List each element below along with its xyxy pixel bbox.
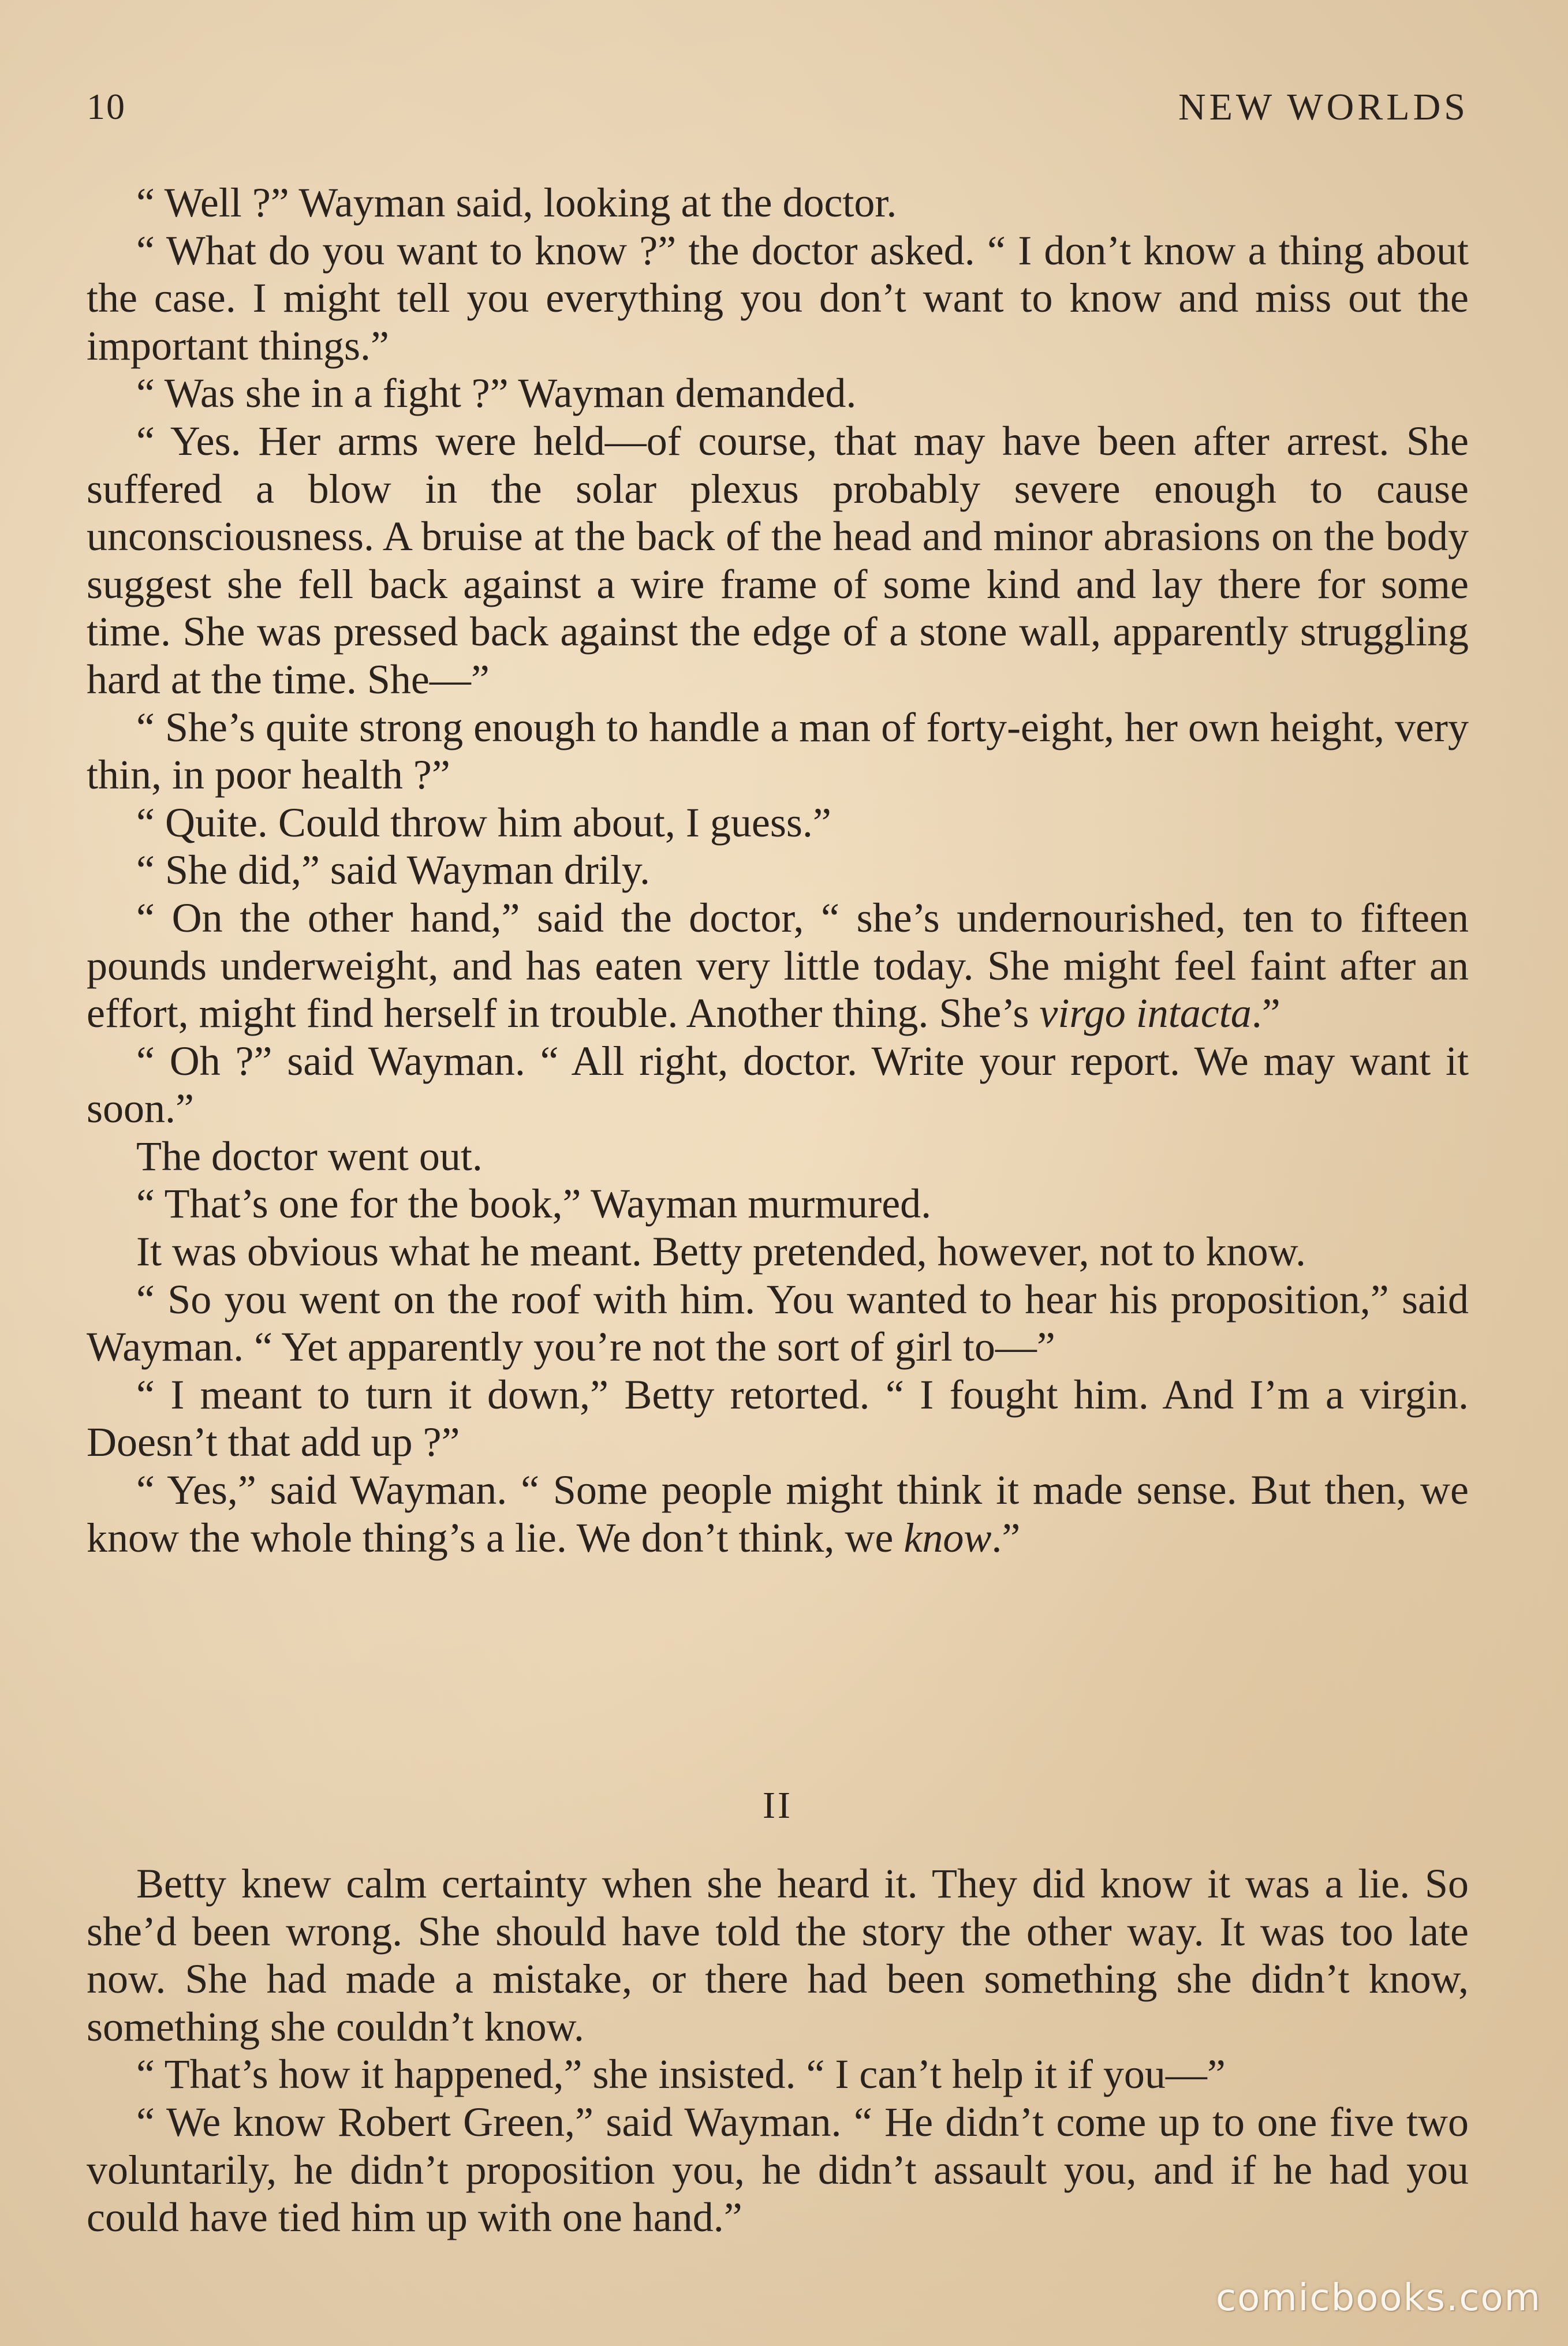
italic-phrase: virgo intacta xyxy=(1039,990,1252,1037)
paragraph: “ That’s one for the book,” Wayman murmured. xyxy=(136,1181,932,1227)
paragraph: “ She did,” said Wayman drily. xyxy=(136,847,651,894)
paragraph: “ Well ?” Wayman said, looking at the doctor. xyxy=(136,180,897,226)
paragraph: “ Was she in a fight ?” Wayman demanded. xyxy=(136,370,857,417)
paragraph xyxy=(87,894,1469,1037)
paragraph: It was obvious what he meant. Betty pretended, however, not to know. xyxy=(136,1228,1306,1275)
paragraph: “ Oh ?” said Wayman. “ All right, doctor. Write your report. We may want it soon.” xyxy=(87,1037,1469,1132)
paragraph: “ We know Robert Green,” said Wayman. “ He didn’t come up to one five two voluntarily, he didn’t proposition you, he didn’t assault you, and if he had you could have tied him up with one hand.” xyxy=(87,2098,1469,2241)
paragraph-text: “ Yes,” said Wayman. “ Some people might think it made sense. But then, we know the whole thing’s a lie. We don’t think, we xyxy=(87,1467,1469,1561)
paragraph: “ That’s how it happened,” she insisted. “ I can’t help it if you—” xyxy=(136,2051,1226,2098)
paragraph-text: .” xyxy=(991,1514,1021,1561)
paragraph: “ So you went on the roof with him. You wanted to hear his proposition,” said Wayman. “ Yet apparently you’re not the sort of girl to—” xyxy=(87,1276,1469,1370)
paragraph: “ Yes. Her arms were held—of course, that may have been after arrest. She suffered a blow in the solar plexus probably severe enough to cause unconsciousness. A bruise at the back of the head and minor abrasions on the body suggest she fell back against a wire frame of some kind and lay there for some time. She was pressed back against the edge of a stone wall, apparently struggling hard at the time. She—” xyxy=(87,417,1469,703)
paragraph: “ I meant to turn it down,” Betty retorted. “ I fought him. And I’m a virgin. Doesn’t that add up ?” xyxy=(87,1371,1469,1466)
paragraph: “ What do you want to know ?” the doctor asked. “ I don’t know a thing about the case. I might tell you everything you don’t want to know and miss out the important things.” xyxy=(87,227,1469,369)
page-number: 10 xyxy=(87,86,126,127)
section-body-text xyxy=(87,1860,1469,2242)
paragraph: “ She’s quite strong enough to handle a man of forty-eight, her own height, very thin, in poor health ?” xyxy=(87,704,1469,798)
paragraph-text: “ On the other hand,” said the doctor, “ she’s undernourished, ten to fifteen pounds underweight, and has eaten very little today. She might feel faint after an effort, might find herself in trouble. Another thing. She’s xyxy=(87,894,1469,1037)
italic-word: know xyxy=(904,1514,992,1561)
watermark: comicbooks.com xyxy=(1215,2277,1541,2319)
paragraph xyxy=(87,1466,1469,1561)
paragraph: “ Quite. Could throw him about, I guess.” xyxy=(136,799,831,846)
paragraph-text: .” xyxy=(1251,990,1280,1037)
paragraph: Betty knew calm certainty when she heard it. They did know it was a lie. So she’d been wrong. She should have told the story the other way. It was too late now. She had made a mistake, or there had been something she didn’t know, something she couldn’t know. xyxy=(87,1861,1469,2050)
paragraph: The doctor went out. xyxy=(136,1133,483,1179)
section-heading: II xyxy=(763,1784,793,1826)
running-head: NEW WORLDS xyxy=(1178,86,1469,128)
page-header xyxy=(87,85,1469,149)
body-text xyxy=(87,179,1469,1561)
